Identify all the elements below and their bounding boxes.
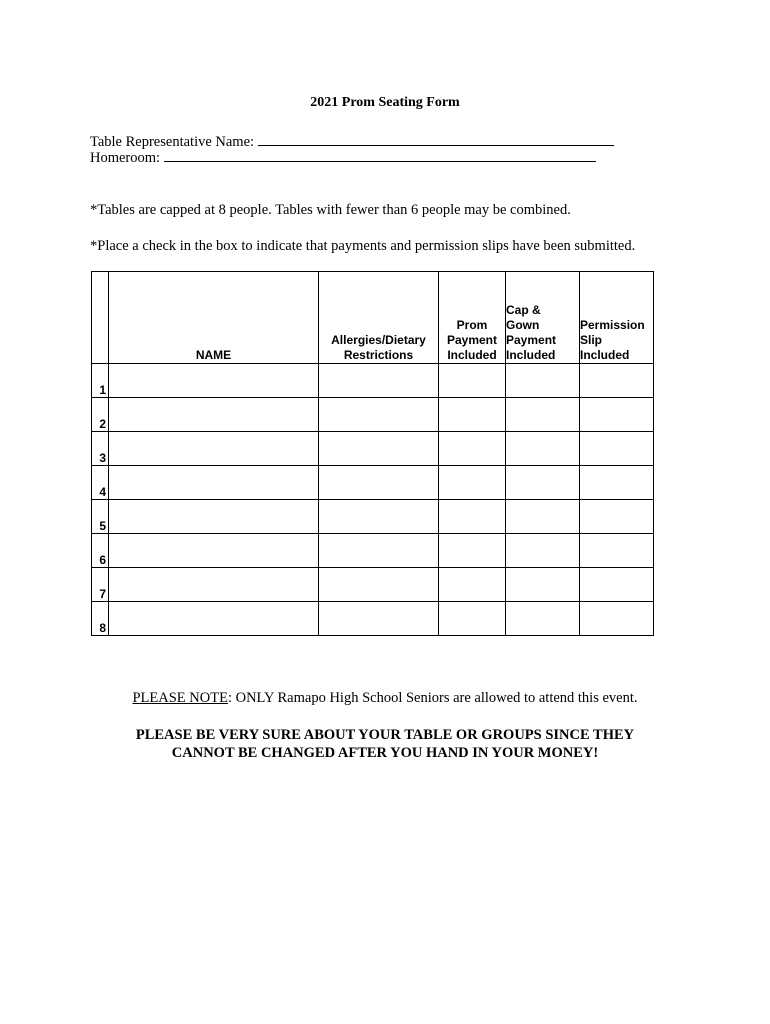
header-permission-line: Slip — [580, 333, 603, 347]
allergies-cell[interactable] — [319, 500, 439, 534]
name-cell[interactable] — [109, 466, 319, 500]
capacity-note: *Tables are capped at 8 people. Tables with fewer than 6 people may be combined. — [90, 202, 571, 218]
prom-payment-checkbox[interactable] — [439, 398, 506, 432]
row-number: 6 — [92, 534, 109, 568]
cap-gown-payment-checkbox[interactable] — [506, 432, 580, 466]
row-number: 2 — [92, 398, 109, 432]
homeroom-field — [90, 147, 596, 167]
header-cap-gown-line: Cap & — [506, 303, 541, 317]
permission-slip-checkbox[interactable] — [580, 432, 654, 466]
allergies-cell[interactable] — [319, 534, 439, 568]
table-row — [92, 500, 654, 534]
form-title: 2021 Prom Seating Form — [310, 95, 460, 110]
table-row — [92, 568, 654, 602]
header-permission-line: Included — [580, 348, 630, 362]
prom-payment-checkbox[interactable] — [439, 568, 506, 602]
prom-payment-checkbox[interactable] — [439, 534, 506, 568]
allergies-cell[interactable] — [319, 398, 439, 432]
name-cell[interactable] — [109, 398, 319, 432]
row-number: 1 — [92, 364, 109, 398]
table-row — [92, 432, 654, 466]
name-cell[interactable] — [109, 432, 319, 466]
cap-gown-payment-checkbox[interactable] — [506, 602, 580, 636]
seating-table — [91, 271, 654, 636]
table-row — [92, 364, 654, 398]
warning-line: PLEASE BE VERY SURE ABOUT YOUR TABLE OR GROUPS SINCE THEY — [135, 727, 635, 743]
cap-gown-payment-checkbox[interactable] — [506, 534, 580, 568]
prom-payment-checkbox[interactable] — [439, 500, 506, 534]
name-cell[interactable] — [109, 500, 319, 534]
prom-payment-checkbox[interactable] — [439, 466, 506, 500]
please-note — [0, 690, 770, 707]
header-permission-slip — [580, 272, 654, 364]
name-cell[interactable] — [109, 534, 319, 568]
header-allergies-line: Allergies/Dietary — [331, 333, 426, 347]
allergies-cell[interactable] — [319, 602, 439, 636]
name-cell[interactable] — [109, 602, 319, 636]
permission-slip-checkbox[interactable] — [580, 534, 654, 568]
representative-name-label: Table Representative Name: — [90, 134, 255, 150]
permission-slip-checkbox[interactable] — [580, 364, 654, 398]
cap-gown-payment-checkbox[interactable] — [506, 364, 580, 398]
prom-payment-checkbox[interactable] — [439, 602, 506, 636]
representative-name-input-line[interactable] — [258, 131, 614, 146]
row-number: 8 — [92, 602, 109, 636]
header-prom-payment-line: Included — [447, 348, 497, 362]
warning-message — [0, 726, 770, 762]
please-note-text: : ONLY Ramapo High School Seniors are allowed to attend this event. — [227, 690, 638, 706]
prom-payment-checkbox[interactable] — [439, 432, 506, 466]
homeroom-input-line[interactable] — [164, 147, 596, 162]
header-cap-gown-line: Included — [506, 348, 556, 362]
header-prom-payment-line: Prom — [456, 318, 488, 332]
row-number: 7 — [92, 568, 109, 602]
please-note-label: PLEASE NOTE — [132, 690, 228, 706]
permission-slip-checkbox[interactable] — [580, 602, 654, 636]
cap-gown-payment-checkbox[interactable] — [506, 398, 580, 432]
header-cap-gown-line: Gown — [506, 318, 540, 332]
permission-slip-checkbox[interactable] — [580, 500, 654, 534]
name-cell[interactable] — [109, 364, 319, 398]
header-prom-payment — [439, 272, 506, 364]
header-cap-gown-payment — [506, 272, 580, 364]
row-number: 3 — [92, 432, 109, 466]
header-permission-line: Permission — [580, 318, 645, 332]
allergies-cell[interactable] — [319, 466, 439, 500]
permission-slip-checkbox[interactable] — [580, 466, 654, 500]
homeroom-label: Homeroom: — [90, 150, 161, 166]
name-cell[interactable] — [109, 568, 319, 602]
table-row — [92, 466, 654, 500]
permission-slip-checkbox[interactable] — [580, 398, 654, 432]
table-header-row — [92, 272, 654, 364]
cap-gown-payment-checkbox[interactable] — [506, 568, 580, 602]
header-allergies-line: Restrictions — [343, 348, 414, 362]
header-row-number — [92, 272, 109, 364]
header-prom-payment-line: Payment — [446, 333, 498, 347]
allergies-cell[interactable] — [319, 432, 439, 466]
prom-payment-checkbox[interactable] — [439, 364, 506, 398]
row-number: 4 — [92, 466, 109, 500]
allergies-cell[interactable] — [319, 364, 439, 398]
row-number: 5 — [92, 500, 109, 534]
header-cap-gown-line: Payment — [506, 333, 557, 347]
permission-slip-checkbox[interactable] — [580, 568, 654, 602]
table-row — [92, 602, 654, 636]
table-row — [92, 398, 654, 432]
header-allergies — [319, 272, 439, 364]
check-instructions-note: *Place a check in the box to indicate that payments and permission slips have been submitted. — [90, 238, 636, 254]
allergies-cell[interactable] — [319, 568, 439, 602]
warning-line: CANNOT BE CHANGED AFTER YOU HAND IN YOUR MONEY! — [171, 745, 599, 761]
cap-gown-payment-checkbox[interactable] — [506, 466, 580, 500]
cap-gown-payment-checkbox[interactable] — [506, 500, 580, 534]
table-row — [92, 534, 654, 568]
header-name: NAME — [109, 272, 319, 364]
